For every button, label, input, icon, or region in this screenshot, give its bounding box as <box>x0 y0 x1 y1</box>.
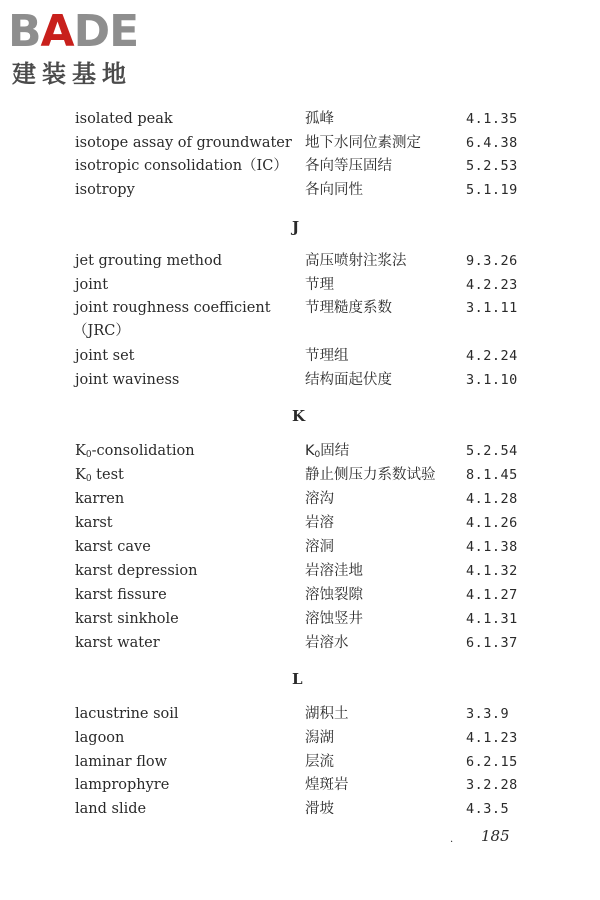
section-reference: 4.2.23 <box>466 277 518 293</box>
term-chinese: 各向同性 <box>305 182 363 198</box>
section-reference: 6.1.37 <box>466 635 518 651</box>
glossary-entry <box>0 297 600 319</box>
section-reference: 5.1.19 <box>466 182 518 198</box>
term-english: isolated peak <box>75 111 173 127</box>
section-heading-j: J <box>292 218 300 236</box>
term-english: isotope assay of groundwater <box>75 135 292 151</box>
section-reference: 5.2.54 <box>466 443 518 459</box>
term-chinese: 高压喷射注浆法 <box>305 253 407 269</box>
section-reference: 3.1.11 <box>466 300 518 316</box>
section-reference: 5.2.53 <box>466 158 518 174</box>
term-chinese: 节理 <box>305 277 334 293</box>
section-reference: 4.1.38 <box>466 539 518 555</box>
glossary-entry <box>0 536 600 558</box>
glossary-entry <box>0 440 600 462</box>
term-chinese: 各向等压固结 <box>305 158 392 174</box>
glossary-entry <box>0 512 600 534</box>
term-english: karst cave <box>75 539 151 555</box>
glossary-entry <box>0 464 600 486</box>
term-chinese: 节理组 <box>305 348 349 364</box>
term-english: karst <box>75 515 113 531</box>
term-english: karst depression <box>75 563 198 579</box>
term-chinese: 溶蚀竖井 <box>305 611 363 627</box>
glossary-entry <box>0 632 600 654</box>
term-chinese: 岩溶洼地 <box>305 563 363 579</box>
term-english: $K_0$ test <box>75 467 124 484</box>
term-chinese: 湖积土 <box>305 706 349 722</box>
term-english: joint roughness coefficient <box>75 300 271 316</box>
term-english: karst sinkhole <box>75 611 179 627</box>
section-reference: 4.1.28 <box>466 491 518 507</box>
glossary-entry <box>0 132 600 154</box>
glossary-entry <box>0 108 600 130</box>
term-english: karst fissure <box>75 587 167 603</box>
term-english: joint <box>75 277 109 293</box>
term-english-continued: （JRC） <box>73 323 130 339</box>
section-reference: 4.3.5 <box>466 801 510 817</box>
term-chinese: 静止侧压力系数试验 <box>305 467 436 483</box>
section-reference: 3.3.9 <box>466 706 510 722</box>
glossary-entry <box>0 774 600 796</box>
logo-wordmark: BADE <box>8 6 139 57</box>
term-chinese: 节理糙度系数 <box>305 300 392 316</box>
section-reference: 4.2.24 <box>466 348 518 364</box>
glossary-entry <box>0 751 600 773</box>
glossary-entry <box>0 703 600 725</box>
page-number: 185 <box>481 827 510 845</box>
section-reference: 4.1.27 <box>466 587 518 603</box>
term-english: karren <box>75 491 125 507</box>
section-reference: 6.2.15 <box>466 754 518 770</box>
section-reference: 4.1.31 <box>466 611 518 627</box>
term-chinese: 溶蚀裂隙 <box>305 587 363 603</box>
term-chinese: 结构面起伏度 <box>305 372 392 388</box>
glossary-entry <box>0 727 600 749</box>
section-reference: 8.1.45 <box>466 467 518 483</box>
term-chinese: 煌斑岩 <box>305 777 349 793</box>
term-chinese: 潟湖 <box>305 730 334 746</box>
section-reference: 9.3.26 <box>466 253 518 269</box>
term-english: lacustrine soil <box>75 706 179 722</box>
glossary-entry <box>0 798 600 820</box>
page-mark: . <box>450 834 454 845</box>
logo-chinese-text: 建装基地 <box>12 60 132 88</box>
glossary-entry <box>0 369 600 391</box>
glossary-entry <box>0 179 600 201</box>
term-english: isotropy <box>75 182 135 198</box>
term-chinese: 孤峰 <box>305 111 334 127</box>
term-chinese: 滑坡 <box>305 801 334 817</box>
term-chinese: 岩溶 <box>305 515 334 531</box>
term-chinese: 层流 <box>305 754 334 770</box>
section-reference: 4.1.35 <box>466 111 518 127</box>
section-reference: 4.1.26 <box>466 515 518 531</box>
section-reference: 4.1.23 <box>466 730 518 746</box>
term-english: land slide <box>75 801 147 817</box>
term-english: laminar flow <box>75 754 168 770</box>
section-heading-l: L <box>292 670 303 688</box>
section-reference: 3.1.10 <box>466 372 518 388</box>
section-reference: 6.4.38 <box>466 135 518 151</box>
term-english: lagoon <box>75 730 125 746</box>
term-chinese: 岩溶水 <box>305 635 349 651</box>
section-reference: 3.2.28 <box>466 777 518 793</box>
glossary-entry-continuation <box>0 320 600 342</box>
term-chinese: 溶沟 <box>305 491 334 507</box>
glossary-entry <box>0 584 600 606</box>
term-english: lamprophyre <box>75 777 170 793</box>
term-chinese: 地下水同位素测定 <box>305 135 421 151</box>
term-english: isotropic consolidation（IC） <box>75 158 288 174</box>
glossary-entry <box>0 345 600 367</box>
term-english: joint set <box>75 348 135 364</box>
term-english: $K_0$-consolidation <box>75 443 195 460</box>
glossary-entry <box>0 488 600 510</box>
term-chinese: 溶洞 <box>305 539 334 555</box>
term-chinese: $K_0$固结 <box>305 443 350 460</box>
glossary-entry <box>0 608 600 630</box>
term-english: joint waviness <box>75 372 180 388</box>
section-heading-k: K <box>292 407 306 425</box>
term-english: jet grouting method <box>75 253 222 269</box>
section-reference: 4.1.32 <box>466 563 518 579</box>
glossary-entry <box>0 274 600 296</box>
term-english: karst water <box>75 635 160 651</box>
glossary-entry <box>0 560 600 582</box>
glossary-entry <box>0 250 600 272</box>
glossary-entry <box>0 155 600 177</box>
